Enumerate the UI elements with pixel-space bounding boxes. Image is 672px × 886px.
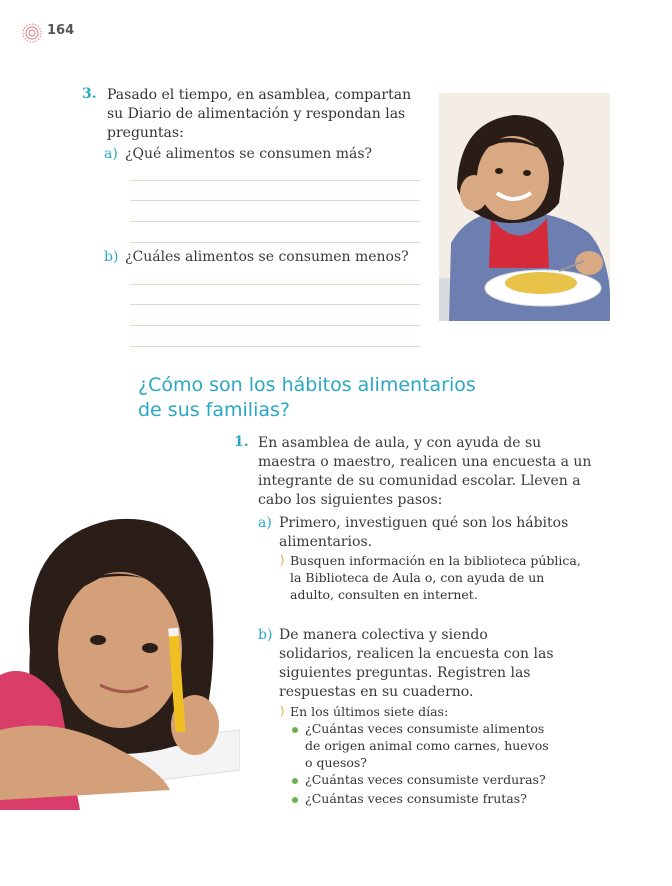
answer-line[interactable] (130, 346, 420, 347)
bullet-item: ¿Cuántas veces consumiste verduras? (305, 772, 546, 787)
sub-letter: a) (104, 146, 118, 162)
decorative-sun-icon (22, 23, 42, 43)
answer-line[interactable] (130, 200, 420, 201)
activity-number: 1. (234, 434, 249, 450)
girl-writing-photo (0, 500, 240, 810)
sub-question-text: ¿Qué alimentos se consumen más? (125, 146, 373, 162)
bullet-item: ¿Cuántas veces consumiste frutas? (305, 791, 527, 806)
girl-eating-photo (439, 93, 610, 321)
section-heading: ¿Cómo son los hábitos alimentarios de sus familias? (138, 374, 476, 421)
note-text: En los últimos siete días: (290, 704, 449, 719)
bullet-dot (292, 797, 298, 803)
question-text: Pasado el tiempo, en asamblea, compartan su Diario de alimentación y respondan las preguntas: (107, 87, 412, 141)
answer-line[interactable] (130, 304, 420, 305)
question-number: 3. (82, 86, 97, 102)
note-text: Busquen información en la biblioteca pública, la Biblioteca de Aula o, con ayuda de un adulto, consulten en internet. (290, 553, 581, 602)
bullet-dot (292, 727, 298, 733)
bullet-dot (292, 778, 298, 784)
answer-line[interactable] (130, 242, 420, 243)
chevron-right-icon: ⟩ (280, 704, 285, 718)
sub-step-text: De manera colectiva y siendo solidarios, realicen la encuesta con las siguientes preguntas. Registren las respuestas en su cuaderno. (279, 627, 554, 700)
bullet-item: ¿Cuántas veces consumiste alimentos de origen animal como carnes, huevos o quesos? (305, 721, 549, 770)
answer-line[interactable] (130, 180, 420, 181)
sub-step-text: Primero, investiguen qué son los hábitos alimentarios. (279, 515, 569, 550)
chevron-right-icon: ⟩ (280, 553, 285, 567)
sub-letter: a) (258, 515, 272, 531)
answer-line[interactable] (130, 221, 420, 222)
sub-letter: b) (258, 627, 273, 643)
sub-letter: b) (104, 249, 119, 265)
activity-text: En asamblea de aula, y con ayuda de su maestra o maestro, realicen una encuesta a un integrante de su comunidad escolar. Lleven a cabo los siguientes pasos: (258, 435, 592, 508)
answer-line[interactable] (130, 284, 420, 285)
sub-question-text: ¿Cuáles alimentos se consumen menos? (125, 249, 409, 265)
page-number: 164 (47, 23, 75, 38)
answer-line[interactable] (130, 325, 420, 326)
